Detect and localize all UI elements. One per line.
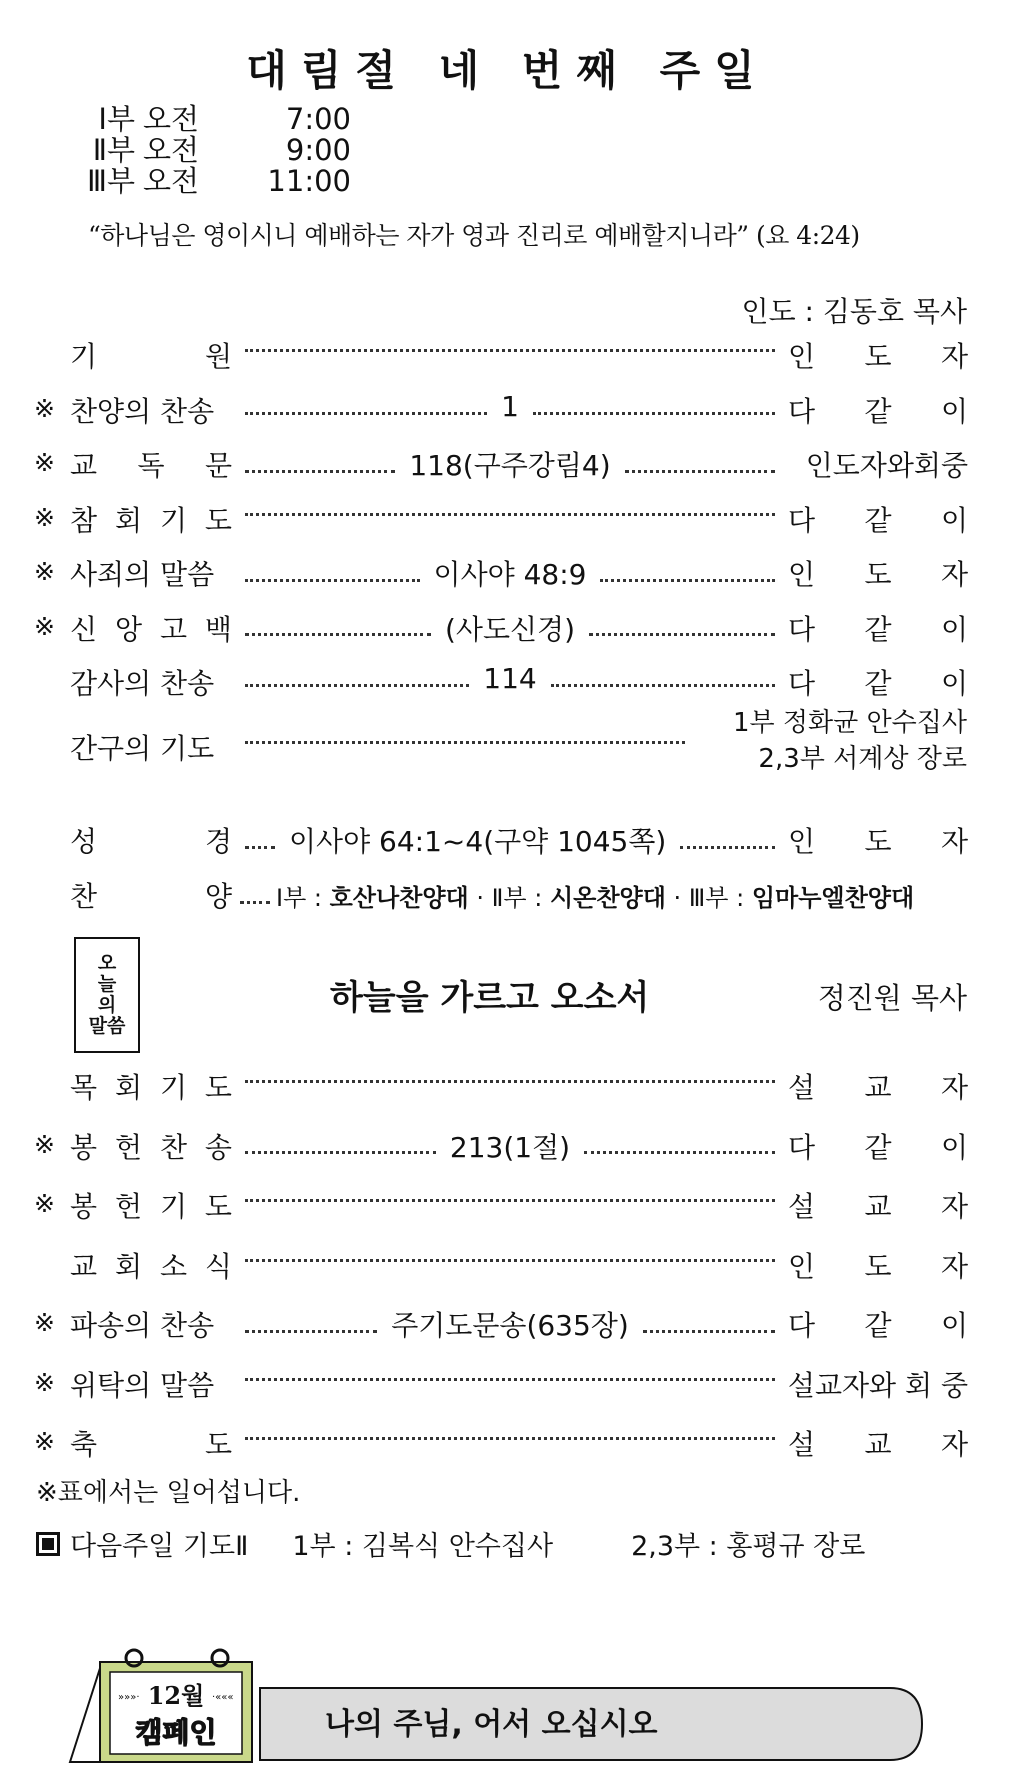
label-char: 찬 [159,1130,187,1164]
resp-char: 인 [788,1249,816,1283]
choir-row [70,875,970,915]
label-char: 송 [204,1130,232,1164]
choir-part: · Ⅲ부 : [665,883,752,912]
decor-chevrons: ·««« [212,1692,234,1703]
next-week-part2: 2,3부 : 홍평규 장로 [631,1531,866,1562]
service-time: 7:00 [285,102,351,136]
dot-leader [245,820,775,860]
resp-char: 다 [788,1130,816,1164]
resp-char: 다 [788,667,816,700]
order-row [0,444,1015,484]
order-row [0,608,1015,648]
sermon-title: 하늘을 가르고 오소서 [330,978,650,1018]
resp-char: 이 [940,667,968,700]
service-time-row [75,166,351,197]
service-time-row [75,104,351,135]
service-part: Ⅱ부 [92,133,135,167]
order-label: 간구의 기도 [70,732,215,765]
choir-part: · Ⅱ부 : [468,883,550,912]
choir-list [276,878,914,913]
order-label [70,662,232,702]
resp-char: 도 [864,825,892,858]
label-char: 성 [70,825,98,858]
standing-mark: ※ [34,557,55,586]
resp-char: 교 [864,1190,892,1223]
label-char: 찬양의 찬송 [70,394,215,428]
order-responder [788,608,968,648]
order-row [0,1423,1015,1463]
decor-chevrons: »»»· [118,1692,140,1703]
order-row [0,335,1015,375]
service-part: Ⅰ부 [98,102,135,136]
resp-char: 다 [788,1309,816,1342]
resp-char: 인 [788,340,816,373]
order-detail: 1 [501,389,519,423]
dot-leader [245,1126,775,1166]
order-responder [788,1245,968,1285]
label-char: 목 [70,1071,98,1104]
label-char: 원 [204,340,232,373]
order-row [0,1304,1015,1344]
order-label [70,553,232,593]
word-box-char: 의 [97,994,117,1016]
dot-leader [245,1185,775,1202]
label-char: 신 [70,612,98,646]
resp-char: 교 [864,1071,892,1104]
standing-note: ※표에서는 일어섭니다. [36,1478,301,1508]
label-char: 도 [204,1071,232,1104]
resp-char: 자 [940,1428,968,1461]
resp-char: 자 [940,1190,968,1223]
order-detail: 이사야 64:1~4(구약 1045쪽) [289,825,667,858]
standing-mark: ※ [34,393,55,423]
dot-leader [245,499,775,516]
theme-verse: “하나님은 영이시니 예배하는 자가 영과 진리로 예배할지니라” (요 4:24) [88,221,860,250]
dot-leader [245,1364,775,1381]
word-box-char: 늘 [97,973,117,995]
order-label [70,499,232,539]
service-label: 오전 [143,133,200,167]
label-char: 소 [159,1249,187,1283]
resp-char: 같 [864,1309,892,1342]
dot-leader [245,1423,775,1440]
choir-part: Ⅰ부 : [276,883,330,912]
service-part: Ⅲ부 [86,164,135,198]
dot-leader [245,727,685,744]
service-label: 오전 [143,164,200,198]
resp-char: 도 [864,340,892,373]
dot-leader [240,887,270,904]
resp-char: 설 [788,1071,816,1104]
dot-leader [245,1066,775,1083]
order-row [0,499,1015,539]
choir-name: 시온찬양대 [549,883,666,912]
order-detail: 213(1절) [449,1130,571,1164]
todays-word-box [74,937,140,1053]
label-char: 축 [70,1428,98,1461]
order-responder [788,820,968,860]
label-char: 회 [114,503,143,537]
intercession-responder: 2,3부 서계상 장로 [758,744,967,774]
scripture-row [0,820,1015,860]
square-bullet-icon [36,1532,60,1556]
dot-leader [245,608,775,648]
order-label [70,390,232,430]
label-char: 파송의 찬송 [70,1309,215,1342]
label-char: 교 [70,1249,98,1283]
label-char: 봉 [70,1190,98,1223]
resp-char: 설 [788,1428,816,1461]
standing-mark: ※ [34,502,55,532]
resp-char: 이 [940,1309,968,1342]
label-char: 문 [204,449,232,482]
order-row [0,390,1015,430]
resp-char: 같 [864,394,892,428]
next-week-label: 다음주일 기도Ⅱ [70,1531,249,1562]
label-char: 교 [70,449,98,482]
label-char: 기 [159,1071,187,1104]
order-responder [788,1066,968,1106]
resp-char: 이 [940,612,968,646]
dot-leader [245,662,775,695]
order-detail: 이사야 48:9 [433,558,587,591]
intercession-responders [733,705,967,777]
resp-char: 다 [788,503,816,537]
standing-mark: ※ [34,1427,55,1456]
order-responder [788,444,968,484]
order-responder [788,1185,968,1225]
label-char: 기 [159,1190,187,1223]
campaign-banner [60,1622,940,1770]
resp-char: 교 [864,1428,892,1461]
order-label [70,1304,232,1344]
label-char: 도 [204,503,232,537]
resp-char: 같 [864,667,892,700]
campaign-label: 캠페인 [135,1716,217,1749]
resp-char: 이 [940,503,968,537]
label-char: 도 [204,1428,232,1461]
label-char: 찬 [70,880,98,913]
order-label [70,1364,232,1404]
campaign-banner-graphic [60,1622,940,1770]
service-time-row [75,135,351,166]
order-label [70,1185,232,1225]
campaign-slogan: 나의 주님, 어서 오십시오 [325,1707,658,1742]
next-week-part1: 1부 : 김복식 안수집사 [292,1531,554,1562]
resp-char: 같 [864,1130,892,1164]
order-responder [788,390,968,430]
resp-char: 같 [864,612,892,646]
resp-char: 이 [940,394,968,428]
resp-char: 인도자와회중 [805,449,968,482]
choir-name: 임마누엘찬양대 [751,883,915,912]
resp-char: 이 [940,1130,968,1164]
order-responder [788,1126,968,1166]
resp-char: 자 [940,340,968,373]
resp-char: 인 [788,558,816,591]
label-char: 봉 [70,1130,98,1164]
resp-char: 자 [940,825,968,858]
label-char: 백 [204,612,232,646]
order-responder [788,335,968,375]
choir-name: 호산나찬양대 [329,883,469,912]
intercession-responder: 1부 정화균 안수집사 [733,708,967,738]
page-title: 대림절 네 번째 주일 [246,46,769,95]
order-row [0,1185,1015,1225]
service-time: 11:00 [267,164,351,198]
label-char: 회 [114,1071,143,1104]
order-row [0,553,1015,593]
order-label [70,1066,232,1106]
label-char: 기 [159,503,187,537]
order-responder [788,662,968,702]
service-label: 오전 [143,102,200,136]
dot-leader [245,553,775,593]
next-week-prayer [36,1524,865,1563]
label-char: 앙 [114,612,143,646]
dot-leader [245,1245,775,1262]
resp-char: 다 [788,394,816,428]
standing-mark: ※ [34,1308,55,1337]
dot-leader [245,444,775,484]
preacher: 정진원 목사 [817,981,967,1015]
campaign-month: 12월 [147,1681,205,1710]
dot-leader [245,390,775,423]
resp-char: 자 [940,1071,968,1104]
order-detail: 114 [483,662,537,695]
order-label [70,1245,232,1285]
label-char: 식 [204,1249,232,1283]
label-char: 회 [114,1249,143,1283]
label-char: 감사의 찬송 [70,667,215,700]
label-char: 헌 [114,1130,143,1164]
standing-mark: ※ [34,1129,55,1159]
order-responder [788,499,968,539]
label-char: 사죄의 말씀 [70,558,215,591]
service-leader: 인도 : 김동호 목사 [741,295,967,328]
resp-char: 도 [864,1249,892,1283]
label-char: 독 [137,449,165,482]
order-row [0,1364,1015,1404]
label-char: 경 [204,825,232,858]
standing-mark: ※ [34,611,55,641]
order-label [70,335,232,375]
standing-mark: ※ [34,448,55,477]
label-char: 도 [204,1190,232,1223]
word-box-char: 오 [97,952,117,974]
order-row [0,1126,1015,1166]
resp-char: 자 [940,558,968,591]
label-char: 헌 [114,1190,143,1223]
order-label [70,608,232,648]
order-detail: (사도신경) [444,612,576,646]
label-char: 위탁의 말씀 [70,1368,215,1402]
order-responder [788,1304,968,1344]
service-times [75,104,351,197]
word-box-char: 말씀 [88,1015,126,1037]
order-responder [788,1423,968,1463]
service-time: 9:00 [285,133,351,167]
order-label [70,1126,232,1166]
order-row [0,662,1015,702]
order-label [70,875,232,915]
order-responder [788,1364,968,1404]
resp-char: 인 [788,825,816,858]
resp-char: 자 [940,1249,968,1283]
label-char: 양 [204,880,232,913]
label-char: 고 [159,612,187,646]
order-row [0,1066,1015,1106]
resp-char: 다 [788,612,816,646]
order-responder [788,553,968,593]
order-detail: 주기도문송(635장) [391,1309,629,1342]
order-detail: 118(구주강림4) [409,449,611,482]
standing-mark: ※ [34,1367,55,1397]
label-char: 참 [70,503,98,537]
order-label [70,444,232,484]
order-label [70,820,232,860]
dot-leader [245,1304,775,1344]
standing-mark: ※ [34,1189,55,1218]
resp-char: 도 [864,558,892,591]
resp-char: 설교자와 회 중 [787,1368,968,1402]
dot-leader [245,335,775,352]
resp-char: 같 [864,503,892,537]
order-label [70,1423,232,1463]
order-row [0,1245,1015,1285]
resp-char: 설 [788,1190,816,1223]
label-char: 기 [70,340,98,373]
